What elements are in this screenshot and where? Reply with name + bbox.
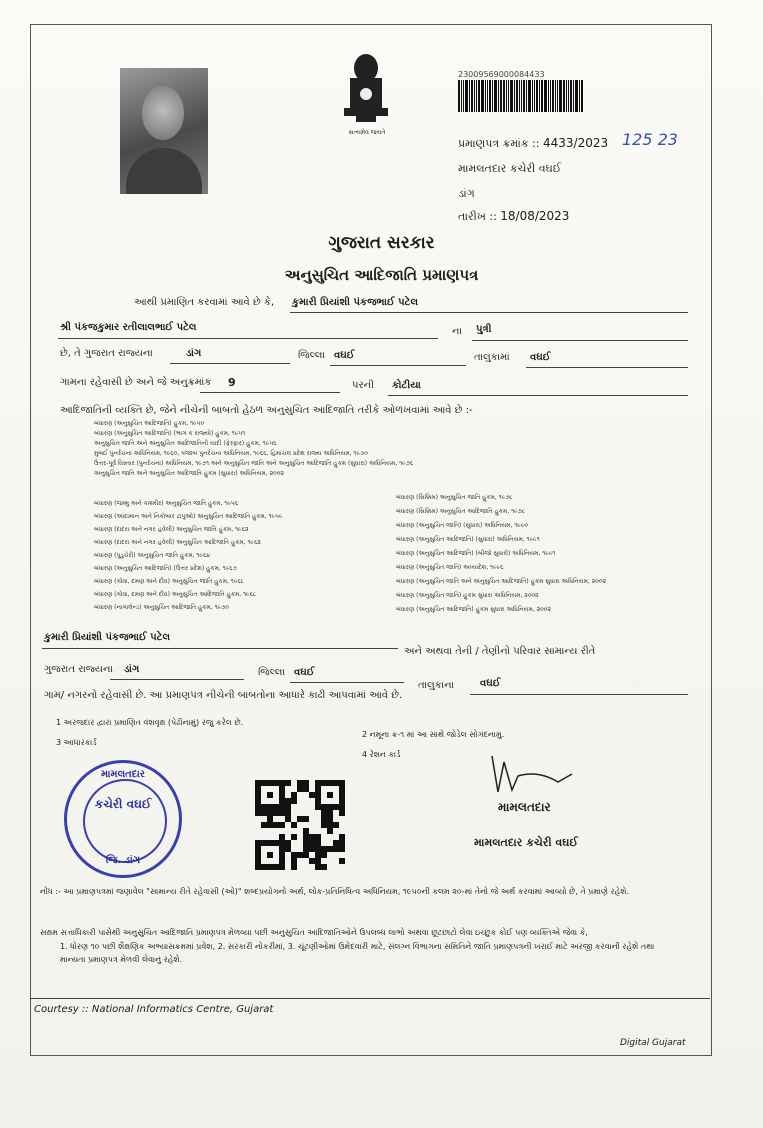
district-2: ડાંગ xyxy=(124,664,140,675)
issue-date: તારીખ :: 18/08/2023 xyxy=(458,209,570,223)
serial-number: 9 xyxy=(228,376,236,389)
applicant-photo xyxy=(120,68,208,194)
basis-text: ગામ/ નગરનો રહેવાસી છે. આ પ્રમાણપત્ર નીચેની બાબતોના આધારે કાઢી આપવામાં આવે છે. xyxy=(44,690,403,701)
order-left: બંધારણ (ગોવા, દમણ અને દીવ) અનુસુચિત આદિજાતિ હુકમ, ૧૯૬૮ xyxy=(94,591,257,598)
taluka-2: વઘઈ xyxy=(480,678,501,689)
signatory-office: મામલતદાર કચેરી વઘઈ xyxy=(474,836,578,849)
district-value-2: વઘઈ xyxy=(294,667,315,678)
instructions-text: 1. ધોરણ ૧૦ પછી શૈક્ષણિક અભ્યાસક્રમમાં પ્રવેશ, 2. સરકારી નોકરીમાં, 3. ચૂંટણીઓમાં ઉમેદવારી માટે, સંલગ્ન વિભાગના સમિતિને જાતિ પ્રમાણપત્રની ખરાઈ માટે અરજી કરવાની રહેશે તથા માન્યતા પ્રમાણપત્ર મેળવી લેવાનું રહેશે. xyxy=(60,942,655,964)
relation: પુત્રી xyxy=(476,324,492,335)
certify-prefix: આથી પ્રમાણિત કરવામાં આવે છે કે, xyxy=(134,297,275,308)
order-left: બંધારણ (દાદરા અને નગર હવેલી) અનુસુચિત આદિજાતિ હુકમ, ૧૯૬૨ xyxy=(94,539,261,546)
relation-label: ના xyxy=(452,326,462,337)
brand-footer: Digital Gujarat xyxy=(620,1038,686,1048)
dense-line: અનુસુચિત જાતિ અને અનુસુચિત આદિજાતિ હુકમ (સુધારા) અધિનિયમ, ૨૦૦૨ xyxy=(94,470,284,477)
taluka: વઘઈ xyxy=(530,352,551,363)
basis-item: 4 રેશન કાર્ડ xyxy=(362,750,401,759)
office-seal xyxy=(64,760,182,878)
district-label-2: જિલ્લા xyxy=(258,667,285,678)
order-left: બંધારણ (આંદામાન અને નિકોબાર ટાપુઓ) અનુસુચિત આદિજાતિ હુકમ, ૧૯૫૯ xyxy=(94,513,283,520)
dense-line: બંધારણ (અનુસુચિત આદિજાતિ) હુકમ, ૧૯૫૦ xyxy=(94,420,205,427)
district-label: જિલ્લા xyxy=(298,350,325,361)
basis-item: 2 નમૂના ક્ર-૧ માં આ સાથે જોડેલ સોગંદનામું. xyxy=(362,730,505,739)
instructions-header: સક્ષમ સત્તાધિકારી પાસેથી અનુસુચિત આદિજાતિ પ્રમાણપત્ર મેળવ્યા પછી અનુસુચિત આદિજાતિઓને ઉપલબ્ધ લાભો અથવા છૂટછાટો લેવા ઇચ્છુક કોઈ પણ વ્યક્તિએ જેવા કે, xyxy=(40,928,588,937)
recognition-text: આદિજાતિની વ્યક્તિ છે, જેને નીચેની બાબતો હેઠળ અનુસુચિત આદિજાતિ તરીકે ઓળખવામાં આવે છે :- xyxy=(60,405,473,416)
order-right: બંધારણ (સિક્કિમ) અનુસુચિત જાતિ હુકમ, ૧૯૭૮ xyxy=(396,494,513,501)
taluka-label: તાલુકામાં xyxy=(474,352,510,363)
issuing-place: ડાંગ xyxy=(458,187,475,200)
seal-top-text: મામલતદાર xyxy=(101,769,145,780)
dense-line: ઉત્તર-પૂર્વ વિસ્તાર (પુનર્રચના) અધિનિયમ, ૧૯૭૧ અને અનુસુચિત જાતિ અને અનુસુચિત આદિજાતિ હુકમ (સુધારા) અધિનિયમ, ૧૯૭૬ xyxy=(94,460,414,467)
order-left: બંધારણ (જમ્મુ અને કાશ્મીર) અનુસુચિત જાતિ હુકમ, ૧૯૫૬ xyxy=(94,500,239,507)
seal-bottom-text: જિ. ડાંગ xyxy=(105,855,141,866)
order-left: બંધારણ (નાગાલેન્ડ) અનુસુચિત આદિજાતિ હુકમ, ૧૯૭૦ xyxy=(94,604,229,611)
order-right: બંધારણ (અનુસુચિત આદિજાતિ) હુકમ સુધારા અધિનિયમ, ૨૦૦૨ xyxy=(396,606,551,613)
order-right: બંધારણ (અનુસુચિત જાતિ અને અનુસુચિત આદિજાતિ) હુકમ સુધારા અધિનિયમ, ૨૦૦૨ xyxy=(396,578,606,585)
seal-middle-text: કચેરી વઘઈ xyxy=(94,797,152,811)
family-text: અને અથવા તેની / તેણીનો પરિવાર સામાન્ય રીતે xyxy=(404,646,596,657)
taluka-label-2: તાલુકાના xyxy=(418,680,455,691)
basis-item: 3 આધારકાર્ડ xyxy=(56,738,97,747)
order-right: બંધારણ (અનુસુચિત આદિજાતિ) (સુધારા) અધિનિયમ, ૧૯૯૧ xyxy=(396,536,540,543)
tribe: કોટીયા xyxy=(392,380,421,391)
basis-item: 1 અરજદાર દ્વારા પ્રમાણિત વંશવૃક્ષ (પેઢીનામું) રજુ કરેલ છે. xyxy=(56,718,244,727)
dense-line: અનુસુચિત જાતિ અને અનુસુચિત આદિજાતિની યાદી (ફેરફાર) હુકમ, ૧૯૫૬ xyxy=(94,440,277,447)
order-right: બંધારણ (અનુસુચિત જાતિ) (સુધારા) અધિનિયમ, ૧૯૯૦ xyxy=(396,522,528,529)
district: ડાંગ xyxy=(186,348,202,359)
father-name: શ્રી પંકજકુમાર રતીલાલભાઈ પટેલ xyxy=(60,322,197,333)
district-value: વઘઈ xyxy=(334,350,355,361)
note-text: નોંધ :- આ પ્રમાણપત્રમાં જણાવેલ "સામાન્ય રીતે રહેવાસી (ઓ)" શબ્દપ્રયોગનો અર્થ, લોક-પ્રતિનિધિત્વ અધિનિયમ, ૧૯૫૦ની કલમ ૨૦-માં તેનો જે અર્થ કરવામાં આવ્યો છે, તે પ્રમાણે રહેશે. xyxy=(40,887,630,896)
issuing-office: મામલતદાર કચેરી વઘઈ xyxy=(458,162,562,175)
tribe-label: પરની xyxy=(352,380,374,391)
government-title: ગુજરાત સરકાર xyxy=(328,233,435,253)
national-emblem-icon xyxy=(336,50,396,130)
village-label: ગામના રહેવાસી છે અને જે અનુક્રમાંક xyxy=(60,377,212,388)
state-label-2: ગુજરાત રાજ્યના xyxy=(44,664,113,675)
barcode xyxy=(458,80,586,112)
order-right: બંધારણ (અનુસુચિત આદિજાતિ) (બીજો સુધારો) અધિનિયમ, ૧૯૯૧ xyxy=(396,550,556,557)
order-left: બંધારણ (દાદરા અને નગર હવેલી) અનુસુચિત જાતિ હુકમ, ૧૯૬૨ xyxy=(94,526,249,533)
signatory-title: મામલતદાર xyxy=(498,800,551,814)
qr-code xyxy=(255,780,345,870)
emblem-caption: સત્યમેવ જયતે xyxy=(348,129,386,136)
order-right: બંધારણ (સિક્કિમ) અનુસુચિત આદિજાતિ હુકમ, ૧૯૭૮ xyxy=(396,508,526,515)
handwritten-note: 125 23 xyxy=(622,130,678,149)
order-right: બંધારણ (અનુસુચિત જાતિ) અધ્યાદેશ, ૧૯૯૬ xyxy=(396,564,504,571)
order-left: બંધારણ (અનુસુચિત આદિજાતિ) (ઉત્તર પ્રદેશ) હુકમ, ૧૯૬૭ xyxy=(94,565,237,572)
applicant-name: કુમારી પ્રિયાંશી પંકજભાઈ પટેલ xyxy=(292,297,419,308)
dense-line: બંધારણ (અનુસુચિત આદિજાતિ) (ભાગ ક રાજ્યો) હુકમ, ૧૯૫૧ xyxy=(94,430,246,437)
applicant-name-2: કુમારી પ્રિયાંશી પંકજભાઈ પટેલ xyxy=(44,632,171,643)
courtesy-footer: Courtesy :: National Informatics Centre, Gujarat xyxy=(34,1004,274,1015)
barcode-number: 23009569000084433 xyxy=(458,70,545,79)
certificate-number: પ્રમાણપત્ર ક્રમાંક :: 4433/2023 xyxy=(458,136,609,150)
order-right: બંધારણ (અનુસુચિત જાતિ) હુકમ સુધારા અધિનિયમ, ૨૦૦૨ xyxy=(396,592,539,599)
dense-line: મુંબઈ પુનર્રચના અધિનિયમ, ૧૯૬૦, પંજાબ પુનર્રચના અધિનિયમ, ૧૯૬૬, હિમાચલ પ્રદેશ રાજ્ય અધિનિયમ, ૧૯૭૦ xyxy=(94,450,368,457)
certificate-title: અનુસુચિત આદિજાતિ પ્રમાણપત્ર xyxy=(284,266,479,284)
state-label: છે, તે ગુજરાત રાજ્યના xyxy=(60,348,153,359)
order-left: બંધારણ (ગોવા, દમણ અને દીવ) અનુસુચિત જાતિ હુકમ, ૧૯૬૮ xyxy=(94,578,244,585)
order-left: બંધારણ (પુડુચેરી) અનુસુચિત જાતિ હુકમ, ૧૯૬૪ xyxy=(94,552,211,559)
